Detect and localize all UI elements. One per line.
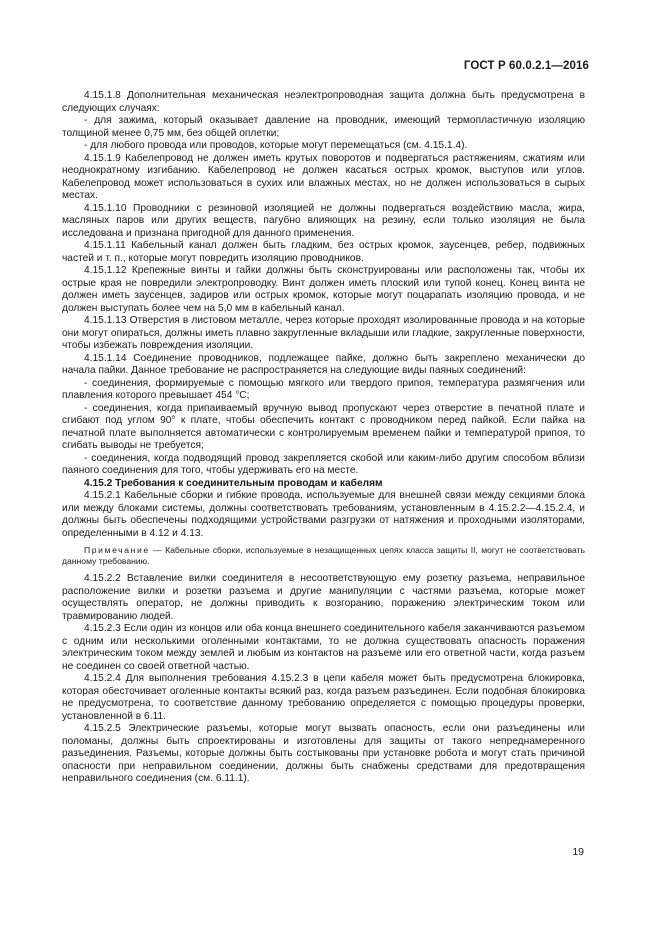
list-item: - соединения, когда припаиваемый вручную вывод пропускают через отверстие в печатной плате и сгибают под углом 90° к плате, чтобы обеспечить контакт с проводником перед пайкой. Если пайка на печатной плате выполняется автоматически с контролируемым временем пайки и температурой припоя, то сгибать выводы не требуется; (62, 402, 585, 451)
section-heading-4-15-2: 4.15.2 Требования к соединительным проводам и кабелям (84, 477, 383, 489)
paragraph-4-15-1-8: 4.15.1.8 Дополнительная механическая неэлектропроводная защита должна быть предусмотрена в следующих случаях: (62, 90, 585, 114)
paragraph-4-15-1-12: 4.15.1.12 Крепежные винты и гайки должны быть сконструированы или расположены так, чтобы их острые края не повредили электропроводку. Винт должен иметь плоский или тупой конец. Конец винта не должен иметь заусенцев, задиров или острых кромок, которые могут поцарапать изоляцию провода, и не должен выступать более чем на 5,0 мм в кабельный канал. (62, 265, 585, 314)
note-label: Примечание (84, 545, 150, 555)
paragraph-4-15-2-4: 4.15.2.4 Для выполнения требования 4.15.2.3 в цепи кабеля может быть предусмотрена блокировка, которая обесточивает оголенные контакты всякий раз, когда разъем разъединен. Если подобная блокировка не предусмотрена, то соответствие данному требованию определяется с помощью процедуры проверки, установленной в 6.11. (62, 673, 585, 722)
standard-designation: ГОСТ Р 60.0.2.1—2016 (463, 60, 589, 72)
paragraph-4-15-2-1: 4.15.2.1 Кабельные сборки и гибкие провода, используемые для внешней связи между секциями блока или между блоками системы, должны соответствовать требованиям, установленным в 4.15.2.2—4.15.2.4, и должны быть обеспечены подходящими устройствами разгрузки от натяжения и проходными изоляторами, определенными в 4.12 и 4.13. (62, 490, 585, 539)
paragraph-4-15-1-10: 4.15.1.10 Проводники с резиновой изоляцией не должны подвергаться воздействию масла, жира, масляных паров или других веществ, пагубно влияющих на резину, если только изоляция не была исследована и признана пригодной для данного применения. (62, 202, 585, 239)
page-number: 19 (572, 846, 584, 858)
list-item: - соединения, когда подводящий провод закрепляется скобой или каким-либо другим способом вблизи паяного соединения для того, чтобы удерживать его на месте. (62, 452, 585, 476)
paragraph-4-15-2-2: 4.15.2.2 Вставление вилки соединителя в несоответствующую ему розетку разъема, неправильное расположение вилки и розетки разъема и другие манипуляции с частями разъема, которые может осуществлять оператор, не должны приводить к возгоранию, поражению электрическим током или травмированию людей. (62, 573, 585, 622)
paragraph-4-15-1-11: 4.15.1.11 Кабельный канал должен быть гладким, без острых кромок, заусенцев, ребер, подвижных частей и т. п., которые могут повредить изоляцию проводников. (62, 240, 585, 264)
document-body (62, 90, 585, 786)
paragraph-4-15-1-13: 4.15.1.13 Отверстия в листовом металле, через которые проходят изолированные провода и на которые они могут опираться, должны иметь плавно закругленные вкладыши или гладкие, закругленные поверхности, чтобы избежать повреждения изоляции. (62, 315, 585, 351)
paragraph-4-15-2-5: 4.15.2.5 Электрические разъемы, которые могут вызвать опасность, если они разъединены или поломаны, должны быть спроектированы и изготовлены для защиты от такого непреднамеренного разъединения. Разъемы, которые должны быть состыкованы при установке робота и могут стать причиной опасности при неправильном соединении, должны быть снабжены средствами для предотвращения неправильного соединения (см. 6.11.1). (62, 723, 585, 784)
paragraph-4-15-2-3: 4.15.2.3 Если один из концов или оба конца внешнего соединительного кабеля заканчиваются разъемом с одним или несколькими оголенными контактами, то не должна существовать опасность поражения электрическим током между землей и любым из контактов на разъеме или его ответной части, когда разъем не соединен со своей ответной частью. (62, 623, 585, 672)
paragraph-4-15-1-9: 4.15.1.9 Кабелепровод не должен иметь крутых поворотов и подвергаться растяжениям, сжатиям или неоднократному изгибанию. Кабелепровод не должен касаться острых кромок, выступов или углов. Кабелепровод может использоваться в сухих или влажных местах, но не должен использоваться в сырых местах. (62, 152, 585, 201)
note-text: — Кабельные сборки, используемые в незащищенных цепях класса защиты II, могут не соответствовать данному требованию. (62, 545, 585, 566)
paragraph-4-15-1-14: 4.15.1.14 Соединение проводников, подлежащее пайке, должно быть закреплено механически до начала пайки. Данное требование не распространяется на следующие виды паяных соединений: (62, 352, 585, 376)
list-item: - для зажима, который оказывает давление на проводник, имеющий термопластичную изоляцию толщиной менее 0,75 мм, без общей оплетки; (62, 115, 585, 139)
note (62, 545, 585, 566)
list-item: - для любого провода или проводов, которые могут перемещаться (см. 4.15.1.4). (84, 140, 468, 151)
list-item: - соединения, формируемые с помощью мягкого или твердого припоя, температура размягчения или плавления которого превышает 454 °С; (62, 377, 585, 401)
